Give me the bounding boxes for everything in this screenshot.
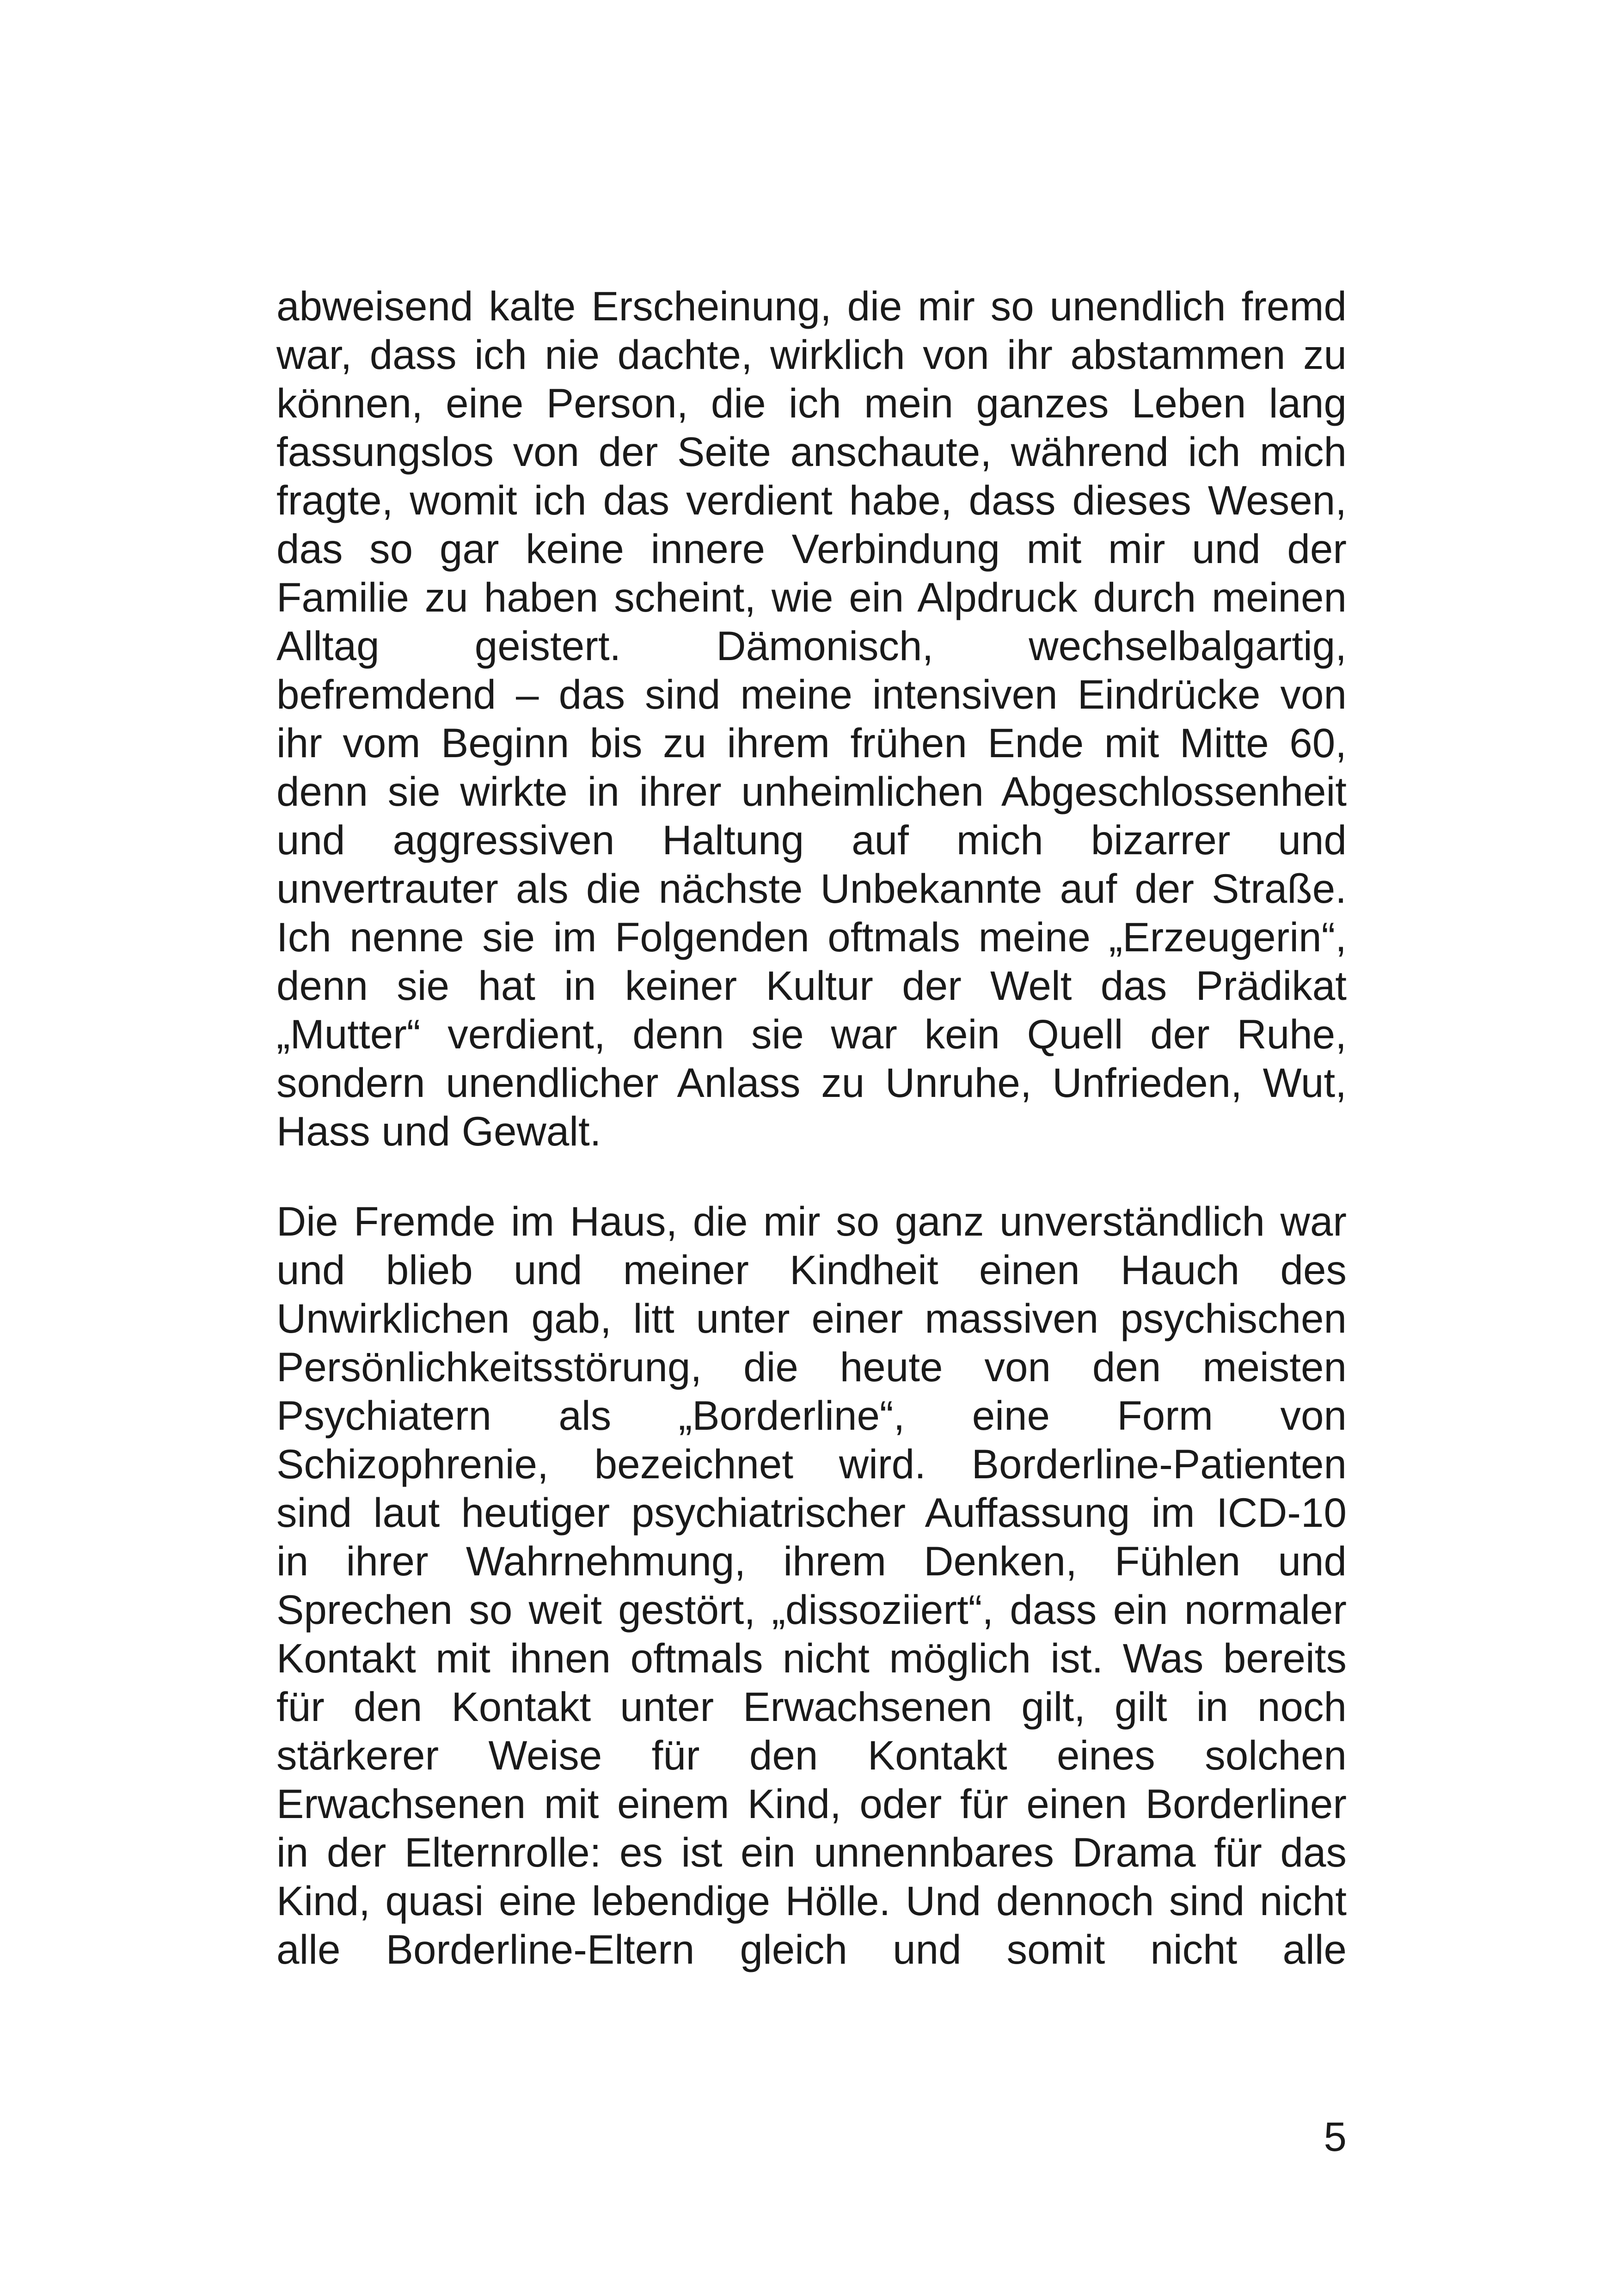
text-line: sind laut heutiger psychiatrischer Auffassung im ICD-10: [276, 1489, 1347, 1536]
text-line: sondern unendlicher Anlass zu Unruhe, Unfrieden, Wut,: [276, 1059, 1347, 1106]
text-line: Ich nenne sie im Folgenden oftmals meine „Erzeugerin“,: [276, 914, 1347, 960]
text-line: alle Borderline-Eltern gleich und somit nicht alle: [276, 1926, 1347, 1972]
text-line: können, eine Person, die ich mein ganzes Leben lang: [276, 380, 1347, 426]
text-line: denn sie hat in keiner Kultur der Welt das Prädikat: [276, 962, 1347, 1009]
text-line: und aggressiven Haltung auf mich bizarrer und: [276, 817, 1347, 863]
text-line: fragte, womit ich das verdient habe, dass dieses Wesen,: [276, 477, 1347, 523]
text-line: Erwachsenen mit einem Kind, oder für einen Borderliner: [276, 1781, 1347, 1827]
page-number: 5: [1324, 2113, 1347, 2160]
text-line: Kind, quasi eine lebendige Hölle. Und dennoch sind nicht: [276, 1878, 1347, 1924]
text-line: Familie zu haben scheint, wie ein Alpdruck durch meinen: [276, 574, 1347, 620]
text-line: befremdend – das sind meine intensiven Eindrücke von: [276, 671, 1347, 717]
text-line: „Mutter“ verdient, denn sie war kein Quell der Ruhe,: [276, 1011, 1347, 1057]
text-line: Psychiatern als „Borderline“, eine Form von: [276, 1392, 1347, 1439]
text-line: unvertrauter als die nächste Unbekannte auf der Straße.: [276, 865, 1347, 912]
text-line: und blieb und meiner Kindheit einen Hauch des: [276, 1247, 1347, 1293]
text-line: Hass und Gewalt.: [276, 1108, 601, 1154]
text-line: Die Fremde im Haus, die mir so ganz unverständlich war: [276, 1198, 1347, 1244]
text-line: ihr vom Beginn bis zu ihrem frühen Ende mit Mitte 60,: [276, 720, 1347, 766]
paragraph-2: [276, 1197, 1347, 1974]
text-line: war, dass ich nie dachte, wirklich von ihr abstammen zu: [276, 331, 1347, 378]
text-line: abweisend kalte Erscheinung, die mir so unendlich fremd: [276, 283, 1347, 329]
text-line: fassungslos von der Seite anschaute, während ich mich: [276, 429, 1347, 475]
text-line: Kontakt mit ihnen oftmals nicht möglich ist. Was bereits: [276, 1635, 1347, 1681]
text-line: für den Kontakt unter Erwachsenen gilt, gilt in noch: [276, 1684, 1347, 1730]
text-line: Schizophrenie, bezeichnet wird. Borderline-Patienten: [276, 1441, 1347, 1487]
text-line: Alltag geistert. Dämonisch, wechselbalgartig,: [276, 623, 1347, 669]
text-line: Sprechen so weit gestört, „dissoziiert“, dass ein normaler: [276, 1586, 1347, 1633]
text-line: in ihrer Wahrnehmung, ihrem Denken, Fühlen und: [276, 1538, 1347, 1584]
text-line: denn sie wirkte in ihrer unheimlichen Abgeschlossenheit: [276, 768, 1347, 814]
paragraph-1: [276, 282, 1347, 1156]
text-line: stärkerer Weise für den Kontakt eines solchen: [276, 1732, 1347, 1778]
text-line: Unwirklichen gab, litt unter einer massiven psychischen: [276, 1295, 1347, 1341]
text-line: in der Elternrolle: es ist ein unnennbares Drama für das: [276, 1829, 1347, 1875]
text-line: das so gar keine innere Verbindung mit mir und der: [276, 526, 1347, 572]
text-line: Persönlichkeitsstörung, die heute von den meisten: [276, 1344, 1347, 1390]
